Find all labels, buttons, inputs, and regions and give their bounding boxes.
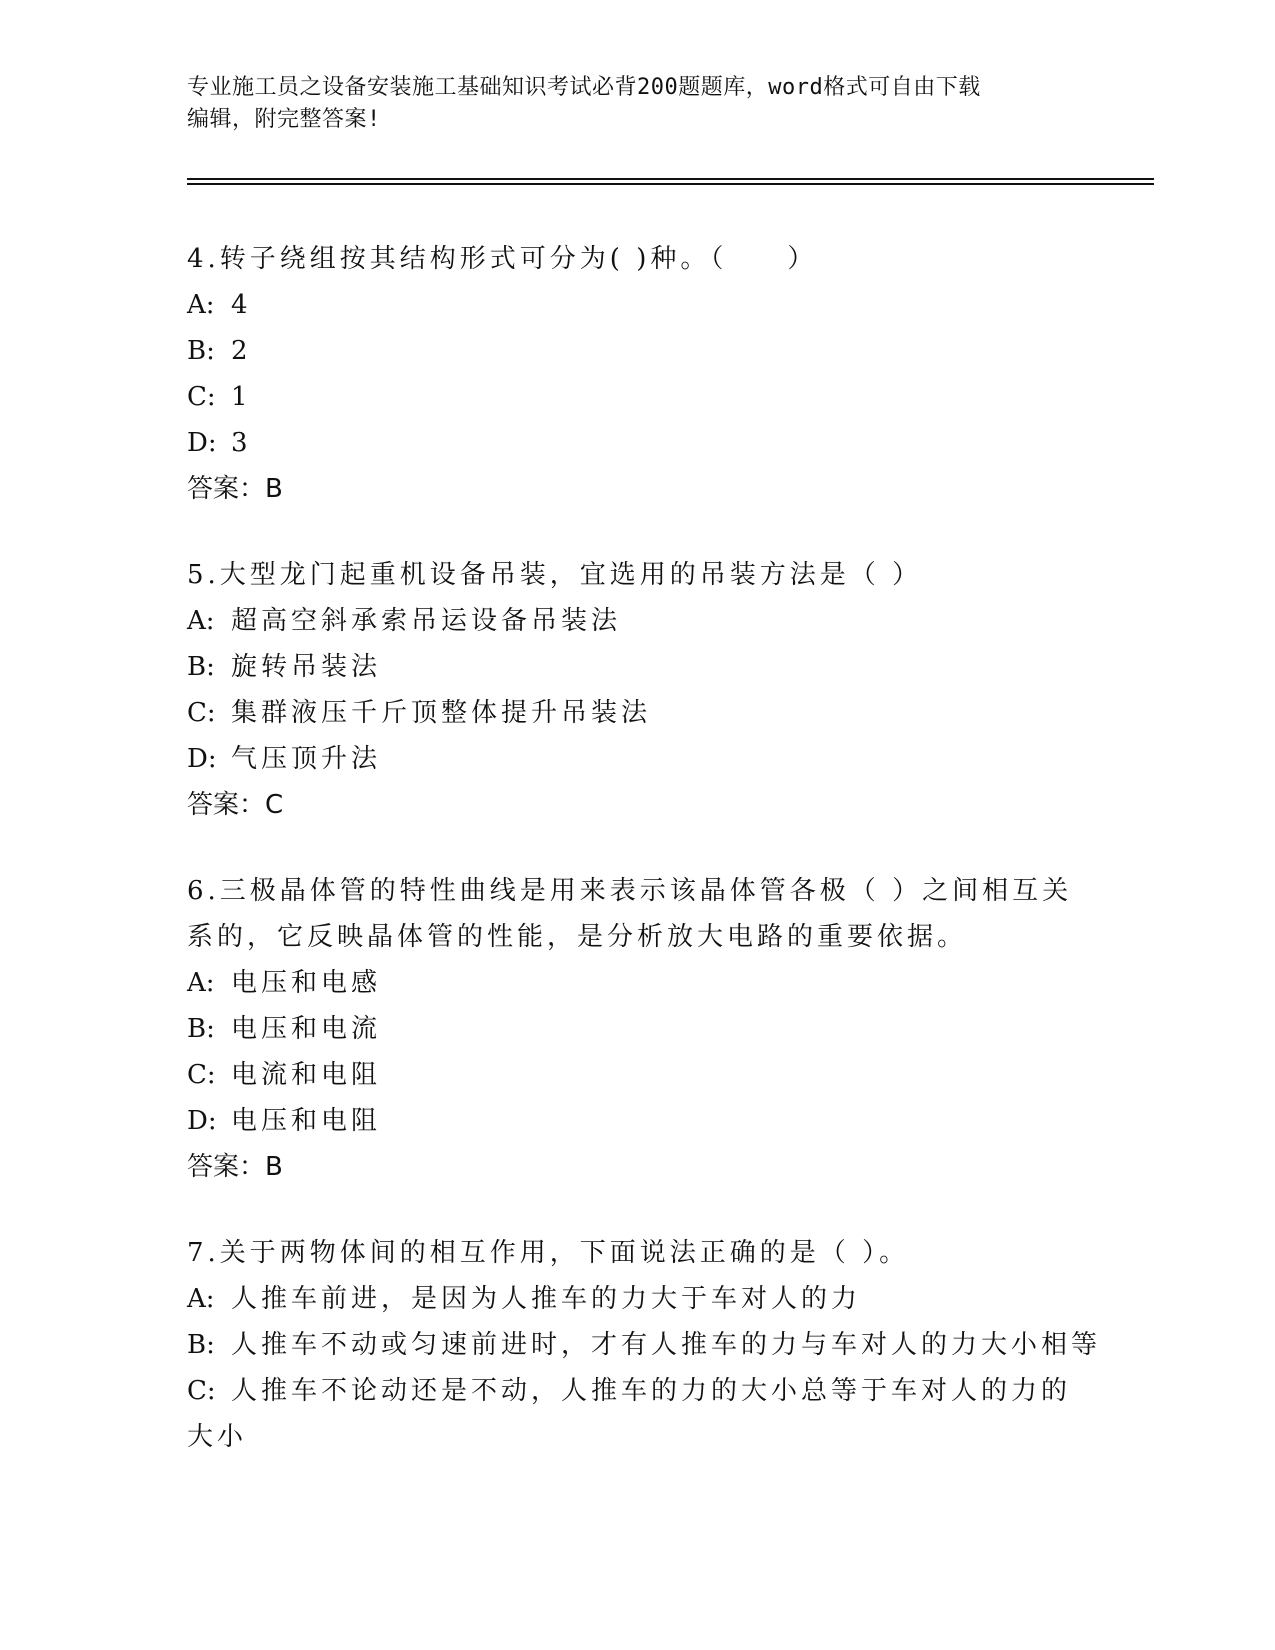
document-header (187, 72, 1087, 136)
option-a (187, 960, 1087, 1006)
option-text: 电压和电感 (231, 968, 382, 998)
question-list (187, 236, 1102, 1500)
option-text: 超高空斜承索吊运设备吊装法 (231, 606, 622, 636)
option-key: C: (187, 382, 216, 412)
answer-line: 答案：C (187, 790, 284, 820)
question-stem: 4.转子绕组按其结构形式可分为( )种。（ ） (187, 244, 818, 274)
option-key: A: (187, 1284, 215, 1314)
option-key: B: (187, 1014, 215, 1044)
option-text: 人推车前进，是因为人推车的力大于车对人的力 (231, 1284, 862, 1314)
option-text: 电压和电流 (231, 1014, 382, 1044)
option-text: 气压顶升法 (231, 744, 382, 774)
option-key: C: (187, 698, 216, 728)
option-text: 电压和电阻 (231, 1106, 382, 1136)
question-stem: 5.大型龙门起重机设备吊装，宜选用的吊装方法是（ ） (187, 560, 923, 590)
option-key: C: (187, 1376, 216, 1406)
option-key: C: (187, 1060, 216, 1090)
option-a (187, 282, 1087, 328)
option-key: B: (187, 336, 215, 366)
option-key: A: (187, 606, 215, 636)
option-c (187, 690, 1087, 736)
header-line-1: 专业施工员之设备安装施工基础知识考试必背200题题库，word格式可自由下载 (187, 75, 981, 100)
option-key: D: (187, 744, 217, 774)
option-d (187, 420, 1087, 466)
option-d (187, 1098, 1087, 1144)
option-text: 人推车不动或匀速前进时，才有人推车的力与车对人的力大小相等 (231, 1330, 1102, 1360)
question-4 (187, 236, 1087, 512)
option-text: 旋转吊装法 (231, 652, 382, 682)
option-d (187, 736, 1087, 782)
option-c (187, 1368, 1087, 1460)
option-text: 电流和电阻 (231, 1060, 382, 1090)
option-c (187, 1052, 1087, 1098)
option-text: 3 (231, 428, 252, 458)
question-6 (187, 868, 1087, 1190)
option-a (187, 598, 1087, 644)
option-text: 1 (231, 382, 252, 412)
option-key: A: (187, 290, 215, 320)
option-key: B: (187, 652, 215, 682)
option-text: 4 (231, 290, 252, 320)
header-line-2: 编辑，附完整答案! (187, 107, 381, 132)
option-key: B: (187, 1330, 215, 1360)
option-key: D: (187, 1106, 217, 1136)
question-stem: 6.三极晶体管的特性曲线是用来表示该晶体管各极（ ）之间相互关系的，它反映晶体管的性能，是分析放大电路的重要依据。 (187, 876, 1073, 952)
question-stem: 7.关于两物体间的相互作用，下面说法正确的是（ ）。 (187, 1238, 910, 1268)
option-text: 人推车不论动还是不动，人推车的力的大小总等于车对人的力的大小 (187, 1376, 1072, 1452)
option-b (187, 1006, 1087, 1052)
option-text: 2 (231, 336, 252, 366)
question-7 (187, 1230, 1102, 1460)
option-key: D: (187, 428, 217, 458)
option-b (187, 1322, 1102, 1368)
option-key: A: (187, 968, 215, 998)
option-b (187, 644, 1087, 690)
option-text: 集群液压千斤顶整体提升吊装法 (231, 698, 652, 728)
option-c (187, 374, 1087, 420)
question-5 (187, 552, 1087, 828)
header-divider-bottom (187, 183, 1154, 185)
answer-line: 答案：B (187, 1152, 283, 1182)
answer-line: 答案：B (187, 474, 283, 504)
option-b (187, 328, 1087, 374)
header-divider-top (187, 178, 1154, 180)
option-a (187, 1276, 1087, 1322)
